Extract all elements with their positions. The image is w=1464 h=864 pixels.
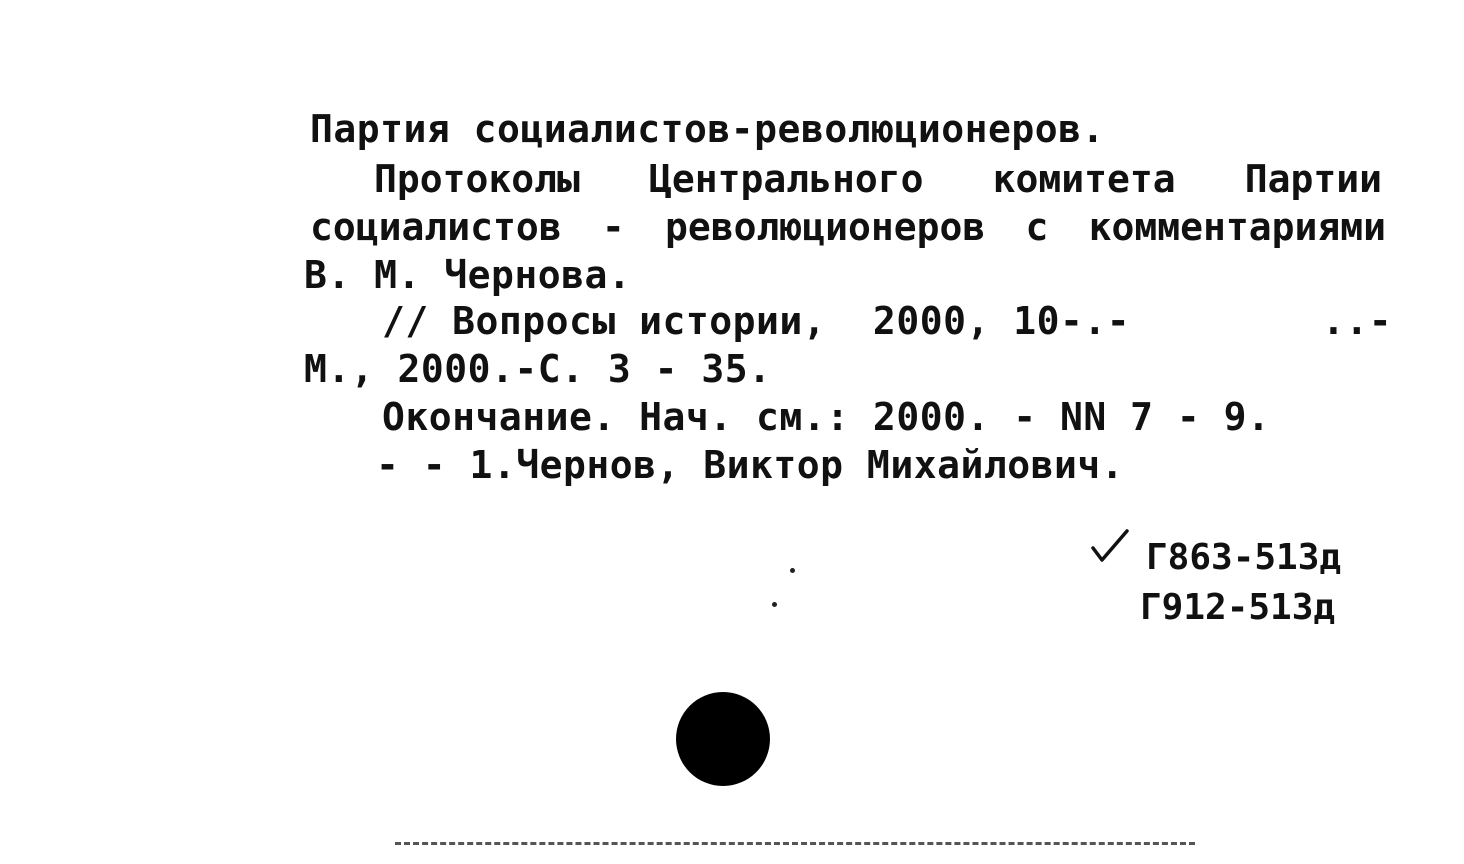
speck (790, 568, 795, 573)
punch-hole (676, 692, 770, 786)
title-word: с (1025, 205, 1049, 249)
speck (772, 602, 777, 607)
title-word: социалистов (310, 205, 562, 249)
title-line-2 (310, 205, 1386, 249)
title-line-3: В. М. Чернова. (304, 253, 632, 297)
card-heading: Партия социалистов-революционеров. (310, 107, 1105, 151)
subject-heading: - - 1.Чернов, Виктор Михайлович. (376, 443, 1125, 487)
shelf-mark-1: Г863-513д (1146, 537, 1342, 578)
source-line-2: М., 2000.-С. 3 - 35. (304, 347, 772, 391)
title-word: комментариями (1088, 205, 1386, 249)
continuation-note: Окончание. Нач. см.: 2000. - NN 7 - 9. (382, 395, 1271, 439)
title-line-1 (374, 157, 1382, 201)
title-word: комитета (992, 157, 1176, 201)
title-word: Центрального (648, 157, 924, 201)
title-word: - (601, 205, 625, 249)
checkmark-icon (1090, 528, 1130, 564)
title-word: Протоколы (374, 157, 580, 201)
source-line-1-tail: ..- (1322, 299, 1393, 343)
bottom-rule (395, 842, 1195, 845)
shelf-mark-2: Г912-513д (1140, 587, 1336, 628)
title-word: революционеров (664, 205, 986, 249)
source-line-1: // Вопросы истории, 2000, 10-.- (382, 299, 1131, 343)
title-word: Партии (1244, 157, 1382, 201)
